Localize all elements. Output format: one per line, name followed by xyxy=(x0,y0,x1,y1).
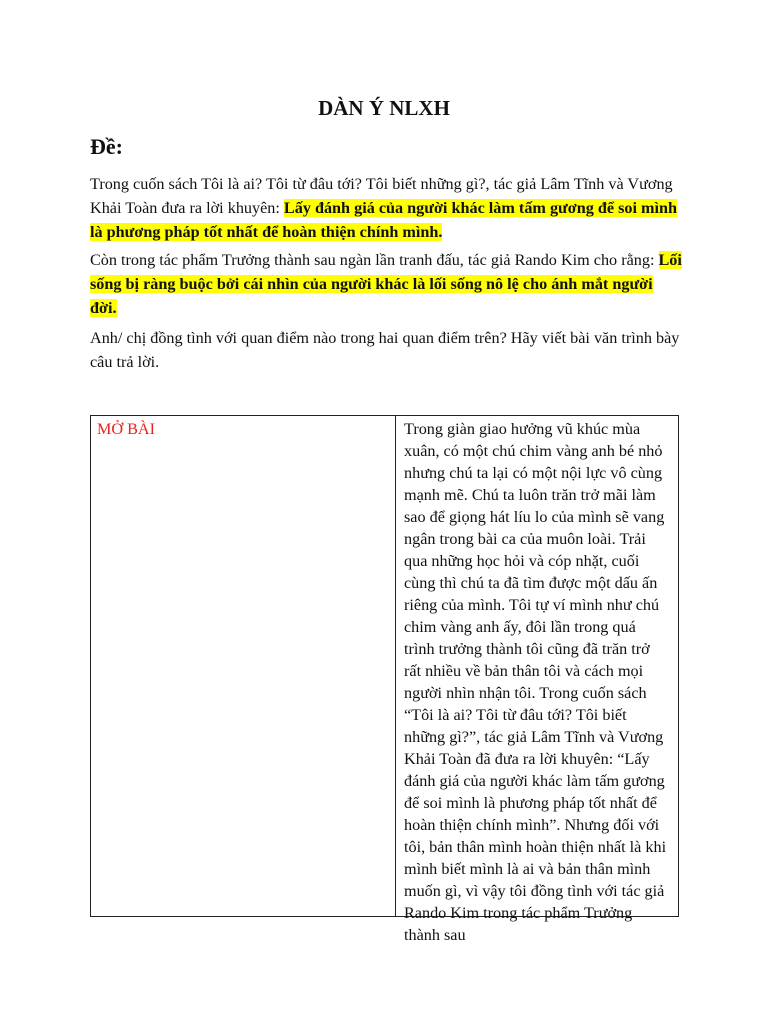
paragraph-2-text: Còn trong tác phẩm Trưởng thành sau ngàn lần tranh đấu, tác giả Rando Kim cho rằng: xyxy=(90,251,659,269)
document-title: DÀN Ý NLXH xyxy=(318,96,450,120)
section-label-cell xyxy=(91,416,396,917)
table-row xyxy=(91,416,679,917)
section-content-cell xyxy=(396,416,679,944)
section-label: MỞ BÀI xyxy=(97,420,156,438)
section-content: Trong giàn giao hưởng vũ khúc mùa xuân, có một chú chim vàng anh bé nhỏ nhưng chú ta lại có một nội lực vô cùng mạnh mẽ. Chú ta luôn trăn trở mãi làm sao để giọng hát líu lo của mình sẽ vang ngân trong bài ca của muôn loài. Trải qua những học hỏi và cóp nhặt, cuối cùng thì chú ta đã tìm được một dấu ấn riêng của mình. Tôi tự ví mình như chú chim vàng anh ấy, đôi lần trong quá trình trưởng thành tôi cũng đã trăn trở rất nhiều về bản thân tôi và cách mọi người nhìn nhận tôi. Trong cuốn sách “Tôi là ai? Tôi từ đâu tới? Tôi biết những gì?”, tác giả Lâm Tĩnh và Vương Khải Toàn đã đưa ra lời khuyên: “Lấy đánh giá của người khác làm tấm gương để soi mình là phương pháp tốt nhất để hoàn thiện chính mình”. Nhưng đối với tôi, bản thân mình hoàn thiện nhất là khi mình biết mình là ai và bản thân mình muốn gì, vì vậy tôi đồng tình với tác giả Rando Kim trong tác phẩm Trưởng thành sau xyxy=(404,420,667,944)
prompt-paragraph-1 xyxy=(90,172,682,244)
paragraph-1-text: Trong cuốn sách Tôi là ai? Tôi từ đâu tới? Tôi biết những gì?, tác giả Lâm Tĩnh và Vương Khải Toàn đưa ra lời khuyên: xyxy=(90,175,673,217)
prompt-paragraph-2 xyxy=(90,248,682,320)
prompt-heading: Đề: xyxy=(90,134,123,159)
prompt-question: Anh/ chị đồng tình với quan điểm nào trong hai quan điểm trên? Hãy viết bài văn trình bày câu trả lời. xyxy=(90,329,680,371)
paragraph-1-highlight: Lấy đánh giá của người khác làm tấm gương để soi mình là phương pháp tốt nhất để hoàn thiện chính mình. xyxy=(90,199,678,241)
outline-table xyxy=(90,415,679,944)
paragraph-2-highlight: Lối sống bị ràng buộc bởi cái nhìn của người khác là lối sống nô lệ cho ánh mắt người đời. xyxy=(90,251,682,317)
